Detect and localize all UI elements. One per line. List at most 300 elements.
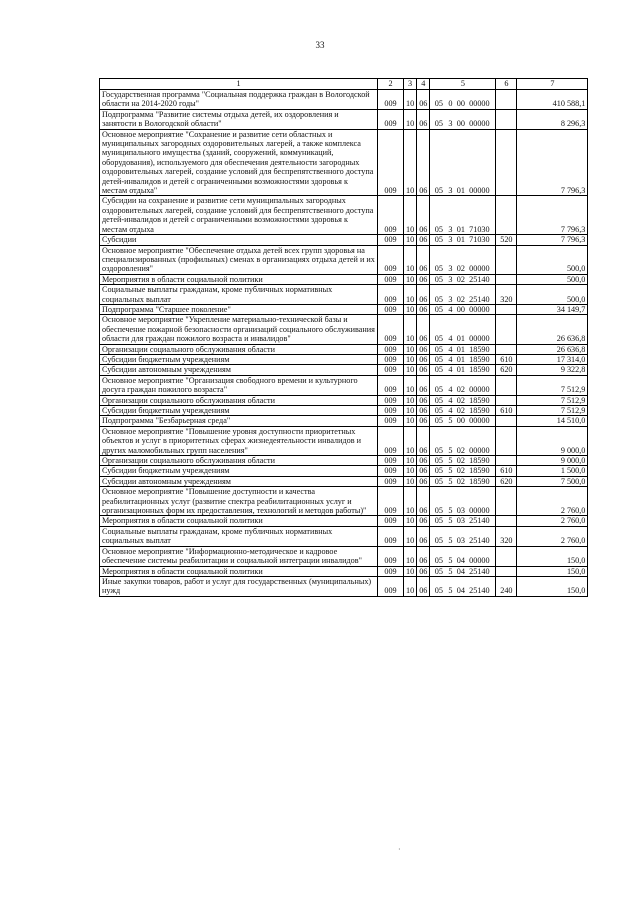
target-article-part: 71030 [469,224,490,234]
row-expense-type [496,516,517,526]
table-row [100,375,588,395]
row-target-article [430,354,496,364]
target-article-part: 5 [448,566,453,576]
row-code-section: 10 [404,516,417,526]
row-code-section: 10 [404,566,417,576]
row-expense-type [496,487,517,516]
target-article-part: 05 [434,274,443,284]
target-article-part: 05 [434,365,443,375]
target-article-part: 05 [434,586,443,596]
row-name: Мероприятия в области социальной политики [100,516,378,526]
row-target-article [430,406,496,416]
row-code-section: 10 [404,526,417,546]
row-expense-type: 240 [496,576,517,596]
target-article-part: 04 [456,556,465,566]
table-row [100,476,588,486]
table-row [100,344,588,354]
row-code-subsection: 06 [417,546,430,566]
row-code-ministry: 009 [378,274,404,284]
target-article-part: 00000 [469,264,490,274]
row-expense-type [496,196,517,235]
target-article-part: 18590 [469,395,490,405]
target-article-part: 05 [434,445,443,455]
row-code-subsection: 06 [417,109,430,129]
row-name: Социальные выплаты гражданам, кроме публичных нормативных социальных выплат [100,285,378,305]
row-code-ministry: 009 [378,576,404,596]
table-row [100,285,588,305]
row-code-subsection: 06 [417,456,430,466]
row-expense-type: 320 [496,285,517,305]
table-row [100,304,588,314]
target-article-part: 03 [456,506,465,516]
row-target-article [430,129,496,196]
row-code-subsection: 06 [417,129,430,196]
row-name: Субсидии автономным учреждениям [100,476,378,486]
row-code-ministry: 009 [378,476,404,486]
row-code-ministry: 009 [378,375,404,395]
row-code-ministry: 009 [378,344,404,354]
target-article-part: 02 [456,274,465,284]
target-article-part: 25140 [469,586,490,596]
row-code-ministry: 009 [378,129,404,196]
row-code-section: 10 [404,576,417,596]
target-article-part: 02 [456,456,465,466]
row-target-article [430,304,496,314]
row-code-section: 10 [404,406,417,416]
row-code-subsection: 06 [417,90,430,110]
header-cell: 1 [100,79,378,90]
row-code-ministry: 009 [378,546,404,566]
row-target-article [430,365,496,375]
row-code-section: 10 [404,245,417,274]
row-code-section: 10 [404,365,417,375]
row-code-section: 10 [404,546,417,566]
target-article-part: 04 [456,566,465,576]
row-amount: 17 314,0 [517,354,588,364]
target-article-part: 3 [448,294,453,304]
row-name: Организации социального обслуживания области [100,344,378,354]
target-article-part: 05 [434,304,443,314]
target-article-part: 05 [434,556,443,566]
table-row [100,466,588,476]
row-code-ministry: 009 [378,395,404,405]
table-row [100,315,588,344]
row-name: Субсидии бюджетным учреждениям [100,406,378,416]
row-expense-type [496,566,517,576]
row-target-article [430,375,496,395]
row-target-article [430,235,496,245]
row-code-section: 10 [404,274,417,284]
target-article-part: 00000 [469,416,490,426]
target-article-part: 05 [434,536,443,546]
row-code-section: 10 [404,129,417,196]
target-article-part: 02 [456,476,465,486]
row-code-ministry: 009 [378,315,404,344]
target-article-part: 05 [434,385,443,395]
row-code-ministry: 009 [378,406,404,416]
table-row [100,576,588,596]
target-article-part: 02 [456,395,465,405]
row-name: Подпрограмма "Старшее поколение" [100,304,378,314]
row-code-subsection: 06 [417,274,430,284]
row-target-article [430,456,496,466]
row-name: Мероприятия в области социальной политики [100,566,378,576]
row-amount: 8 296,3 [517,109,588,129]
row-name: Мероприятия в области социальной политики [100,274,378,284]
target-article-part: 18590 [469,476,490,486]
row-target-article [430,315,496,344]
row-amount: 7 512,9 [517,375,588,395]
row-amount: 34 149,7 [517,304,588,314]
row-expense-type [496,304,517,314]
row-amount: 14 510,0 [517,416,588,426]
row-code-subsection: 06 [417,196,430,235]
target-article-part: 4 [448,304,453,314]
target-article-part: 3 [448,274,453,284]
row-target-article [430,487,496,516]
target-article-part: 00000 [469,304,490,314]
target-article-part: 00000 [469,99,490,109]
row-expense-type [496,90,517,110]
target-article-part: 25140 [469,566,490,576]
target-article-part: 01 [456,334,465,344]
row-target-article [430,90,496,110]
table-row [100,365,588,375]
row-name: Организации социального обслуживания области [100,395,378,405]
row-expense-type [496,416,517,426]
target-article-part: 02 [456,406,465,415]
row-code-ministry: 009 [378,90,404,110]
row-amount: 7 512,9 [517,406,588,416]
target-article-part: 5 [448,506,453,516]
target-article-part: 4 [448,344,453,354]
target-article-part: 02 [456,385,465,395]
target-article-part: 18590 [469,466,490,476]
target-article-part: 01 [456,235,465,245]
target-article-part: 05 [434,406,443,415]
target-article-part: 01 [456,354,465,364]
row-amount: 500,0 [517,245,588,274]
row-name: Подпрограмма "Развитие системы отдыха детей, их оздоровления и занятости в Вологодской области" [100,109,378,129]
target-article-part: 02 [456,264,465,274]
row-code-ministry: 009 [378,526,404,546]
row-name: Основное мероприятие "Информационно-методическое и кадровое обеспечение системы реабилитации и социальной интеграции инвалидов" [100,546,378,566]
target-article-part: 5 [448,416,453,426]
target-article-part: 18590 [469,365,490,375]
row-amount: 500,0 [517,285,588,305]
target-article-part: 3 [448,119,453,129]
target-article-part: 18590 [469,456,490,466]
table-row [100,90,588,110]
target-article-part: 5 [448,516,453,526]
row-expense-type [496,395,517,405]
row-code-section: 10 [404,456,417,466]
target-article-part: 02 [456,445,465,455]
row-name: Государственная программа "Социальная поддержка граждан в Вологодской области на 2014-2020 годы" [100,90,378,110]
target-article-part: 01 [456,186,465,196]
target-article-part: 3 [448,264,453,274]
row-target-article [430,274,496,284]
target-article-part: 00000 [469,119,490,129]
row-name: Основное мероприятие "Организация свободного времени и культурного досуга граждан пожилого возраста" [100,375,378,395]
row-code-subsection: 06 [417,576,430,596]
row-expense-type [496,456,517,466]
header-cell: 3 [404,79,417,90]
row-target-article [430,416,496,426]
header-cell: 7 [517,79,588,90]
target-article-part: 00 [456,119,465,129]
row-target-article [430,196,496,235]
row-code-section: 10 [404,344,417,354]
target-article-part: 05 [434,395,443,405]
target-article-part: 5 [448,445,453,455]
target-article-part: 00 [456,416,465,426]
target-article-part: 05 [434,456,443,466]
target-article-part: 0 [448,99,453,109]
row-code-subsection: 06 [417,365,430,375]
table-row [100,406,588,416]
row-amount: 7 796,3 [517,129,588,196]
row-code-subsection: 06 [417,466,430,476]
target-article-part: 25140 [469,516,490,526]
row-code-ministry: 009 [378,285,404,305]
header-cell: 6 [496,79,517,90]
target-article-part: 05 [434,476,443,486]
row-name: Основное мероприятие "Повышение уровня доступности приоритетных объектов и услуг в приоритетных сферах жизнедеятельности инвалидов и других маломобильных групп населения" [100,426,378,455]
row-target-article [430,466,496,476]
row-code-section: 10 [404,315,417,344]
target-article-part: 05 [434,416,443,426]
target-article-part: 05 [434,344,443,354]
target-article-part: 4 [448,385,453,395]
row-expense-type: 610 [496,406,517,416]
row-target-article [430,344,496,354]
row-name: Основное мероприятие "Сохранение и развитие сети областных и муниципальных загородных оздоровительных лагерей, а также комплекса муниципального имущества (зданий, сооружений, коммуникаций, оборудования), используемого для обеспечения деятельности загородных оздоровительных лагерей, создание условий для беспрепятственного доступа детей-инвалидов и детей с ограниченными возможностями здоровья к местам отдыха" [100,129,378,196]
header-cell: 5 [430,79,496,90]
row-target-article [430,516,496,526]
row-code-section: 10 [404,466,417,476]
row-code-section: 10 [404,476,417,486]
target-article-part: 4 [448,334,453,344]
row-target-article [430,109,496,129]
target-article-part: 02 [456,294,465,304]
row-code-subsection: 06 [417,245,430,274]
row-code-ministry: 009 [378,235,404,245]
target-article-part: 00000 [469,556,490,566]
row-amount: 7 512,9 [517,395,588,405]
target-article-part: 03 [456,536,465,546]
table-row [100,456,588,466]
row-amount: 26 636,8 [517,344,588,354]
row-code-ministry: 009 [378,466,404,476]
row-code-subsection: 06 [417,526,430,546]
row-code-section: 10 [404,285,417,305]
row-expense-type: 520 [496,235,517,245]
budget-table [99,78,588,597]
target-article-part: 00000 [469,385,490,395]
table-row [100,196,588,235]
row-amount: 500,0 [517,274,588,284]
table-body [100,90,588,597]
target-article-part: 05 [434,264,443,274]
row-code-ministry: 009 [378,566,404,576]
row-expense-type [496,129,517,196]
table-row [100,516,588,526]
table-row [100,129,588,196]
row-amount: 7 500,0 [517,476,588,486]
row-expense-type: 610 [496,354,517,364]
row-amount: 150,0 [517,566,588,576]
row-code-ministry: 009 [378,304,404,314]
target-article-part: 4 [448,406,453,415]
target-article-part: 05 [434,334,443,344]
table-row [100,109,588,129]
row-code-subsection: 06 [417,476,430,486]
target-article-part: 3 [448,224,453,234]
header-cell: 4 [417,79,430,90]
row-name: Иные закупки товаров, работ и услуг для государственных (муниципальных) нужд [100,576,378,596]
table-row [100,526,588,546]
target-article-part: 03 [456,516,465,526]
row-code-subsection: 06 [417,406,430,416]
row-code-subsection: 06 [417,416,430,426]
row-code-section: 10 [404,487,417,516]
row-code-subsection: 06 [417,426,430,455]
row-expense-type: 620 [496,476,517,486]
page-number: 33 [315,40,325,50]
table-row [100,487,588,516]
row-code-subsection: 06 [417,344,430,354]
target-article-part: 05 [434,186,443,196]
target-article-part: 3 [448,186,453,196]
row-code-section: 10 [404,109,417,129]
row-amount: 9 000,0 [517,426,588,455]
target-article-part: 5 [448,466,453,476]
row-target-article [430,546,496,566]
row-amount: 150,0 [517,546,588,566]
row-target-article [430,576,496,596]
row-name: Субсидии бюджетным учреждениям [100,354,378,364]
target-article-part: 18590 [469,354,490,364]
row-expense-type [496,245,517,274]
row-target-article [430,426,496,455]
row-amount: 7 796,3 [517,196,588,235]
target-article-part: 01 [456,365,465,375]
row-code-subsection: 06 [417,566,430,576]
row-code-section: 10 [404,304,417,314]
target-article-part: 05 [434,99,443,109]
row-code-ministry: 009 [378,365,404,375]
row-target-article [430,566,496,576]
row-target-article [430,476,496,486]
target-article-part: 05 [434,224,443,234]
target-article-part: 5 [448,476,453,486]
target-article-part: 05 [434,506,443,516]
table-row [100,395,588,405]
target-article-part: 5 [448,586,453,596]
row-code-subsection: 06 [417,487,430,516]
target-article-part: 00000 [469,506,490,516]
row-amount: 410 588,1 [517,90,588,110]
row-expense-type [496,375,517,395]
row-expense-type [496,344,517,354]
row-code-section: 10 [404,395,417,405]
row-code-subsection: 06 [417,354,430,364]
row-code-subsection: 06 [417,285,430,305]
row-target-article [430,395,496,405]
row-expense-type [496,426,517,455]
row-code-ministry: 009 [378,516,404,526]
target-article-part: 05 [434,466,443,476]
table-row [100,235,588,245]
target-article-part: 01 [456,224,465,234]
target-article-part: 00000 [469,186,490,196]
row-expense-type [496,315,517,344]
row-target-article [430,285,496,305]
target-article-part: 05 [434,294,443,304]
row-code-subsection: 06 [417,395,430,405]
row-expense-type [496,109,517,129]
row-expense-type [496,546,517,566]
row-target-article [430,526,496,546]
target-article-part: 05 [434,235,443,245]
row-name: Субсидии [100,235,378,245]
header-cell: 2 [378,79,404,90]
row-amount: 2 760,0 [517,487,588,516]
row-code-subsection: 06 [417,375,430,395]
row-code-ministry: 009 [378,456,404,466]
target-article-part: 00 [456,304,465,314]
scan-mark: · [398,845,401,854]
target-article-part: 05 [434,516,443,526]
target-article-part: 00000 [469,334,490,344]
row-code-section: 10 [404,196,417,235]
row-code-subsection: 06 [417,304,430,314]
target-article-part: 02 [456,466,465,476]
row-name: Подпрограмма "Безбарьерная среда" [100,416,378,426]
row-name: Социальные выплаты гражданам, кроме публичных нормативных социальных выплат [100,526,378,546]
row-code-section: 10 [404,416,417,426]
row-amount: 1 500,0 [517,466,588,476]
row-code-subsection: 06 [417,235,430,245]
row-amount: 26 636,8 [517,315,588,344]
target-article-part: 05 [434,354,443,364]
target-article-part: 05 [434,119,443,129]
target-article-part: 01 [456,344,465,354]
target-article-part: 05 [434,566,443,576]
table-row [100,546,588,566]
table-row [100,566,588,576]
row-code-section: 10 [404,426,417,455]
target-article-part: 4 [448,354,453,364]
table-row [100,245,588,274]
row-code-section: 10 [404,90,417,110]
table-row [100,416,588,426]
target-article-part: 4 [448,395,453,405]
target-article-part: 4 [448,365,453,375]
target-article-part: 18590 [469,406,490,415]
header-row [100,79,588,90]
row-code-ministry: 009 [378,426,404,455]
row-code-ministry: 009 [378,416,404,426]
row-code-section: 10 [404,354,417,364]
row-name: Субсидии на сохранение и развитие сети муниципальных загородных оздоровительных лагерей, создание условий для беспрепятственного доступа детей-инвалидов и детей с ограниченными возможностями здоровья к местам отдыха [100,196,378,235]
row-code-ministry: 009 [378,354,404,364]
row-code-section: 10 [404,235,417,245]
row-code-ministry: 009 [378,245,404,274]
row-amount: 7 796,3 [517,235,588,245]
target-article-part: 25140 [469,274,490,284]
